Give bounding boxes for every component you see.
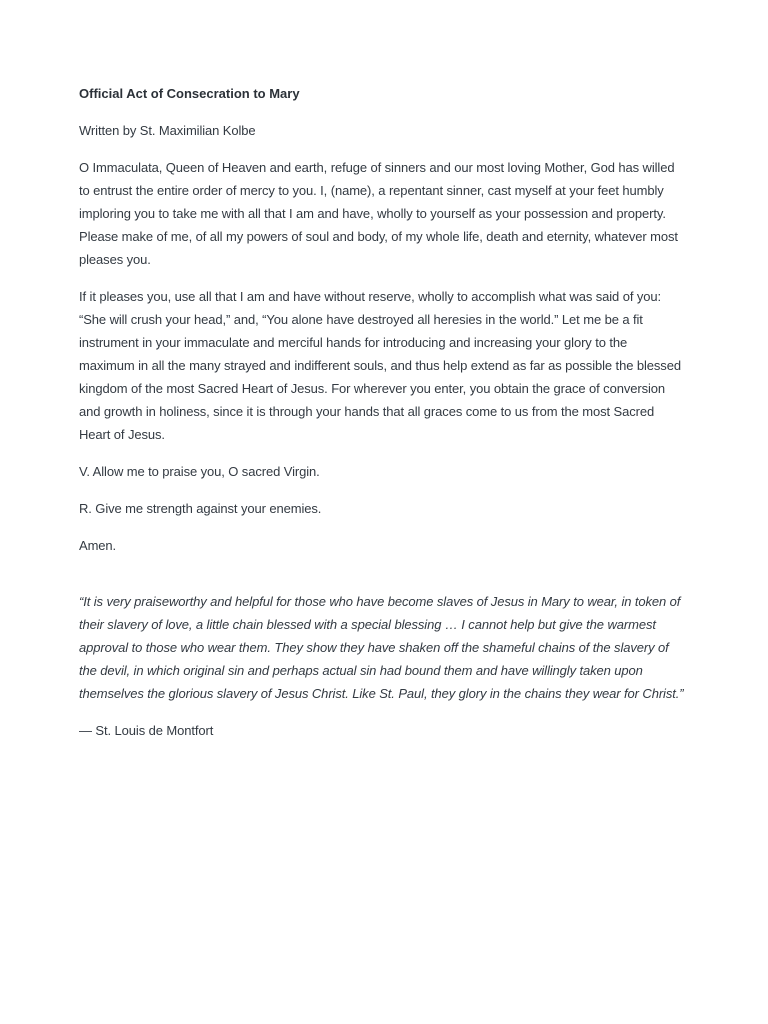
quote-attribution: — St. Louis de Montfort [79, 723, 214, 738]
versicle-line: V. Allow me to praise you, O sacred Virgin. [79, 464, 320, 479]
author-line: Written by St. Maximilian Kolbe [79, 123, 256, 138]
prayer-paragraph-2: If it pleases you, use all that I am and have without reserve, wholly to accomplish what was said of you: “She will crush your head,” and, “You alone have destroyed all heresies in the world.” Let me be a fit instrument in your immaculate and merciful hands for introducing and increasing your glory to the maximum in all the many strayed and indifferent souls, and thus help extend as far as possible the blessed kingdom of the most Sacred Heart of Jesus. For wherever you enter, you obtain the grace of conversion and growth in holiness, since it is through your hands that all graces come to us from the most Sacred Heart of Jesus. [79, 289, 681, 442]
montfort-quote: “It is very praiseworthy and helpful for those who have become slaves of Jesus in Mary to wear, in token of their slavery of love, a little chain blessed with a special blessing … I cannot help but give the warmest approval to those who wear them. They show they have shaken off the shameful chains of the slavery of the devil, in which original sin and perhaps actual sin had bound them and have willingly taken upon themselves the glorious slavery of Jesus Christ. Like St. Paul, they glory in the chains they wear for Christ.” [79, 594, 684, 701]
amen-line: Amen. [79, 538, 117, 553]
response-line: R. Give me strength against your enemies. [79, 501, 322, 516]
document-page [79, 82, 684, 742]
prayer-paragraph-1: O Immaculata, Queen of Heaven and earth, refuge of sinners and our most loving Mother, God has willed to entrust the entire order of mercy to you. I, (name), a repentant sinner, cast myself at your feet humbly imploring you to take me with all that I am and have, wholly to yourself as your possession and property. Please make of me, of all my powers of soul and body, of my whole life, death and eternity, whatever most pleases you. [79, 160, 678, 267]
document-title: Official Act of Consecration to Mary [79, 86, 300, 101]
